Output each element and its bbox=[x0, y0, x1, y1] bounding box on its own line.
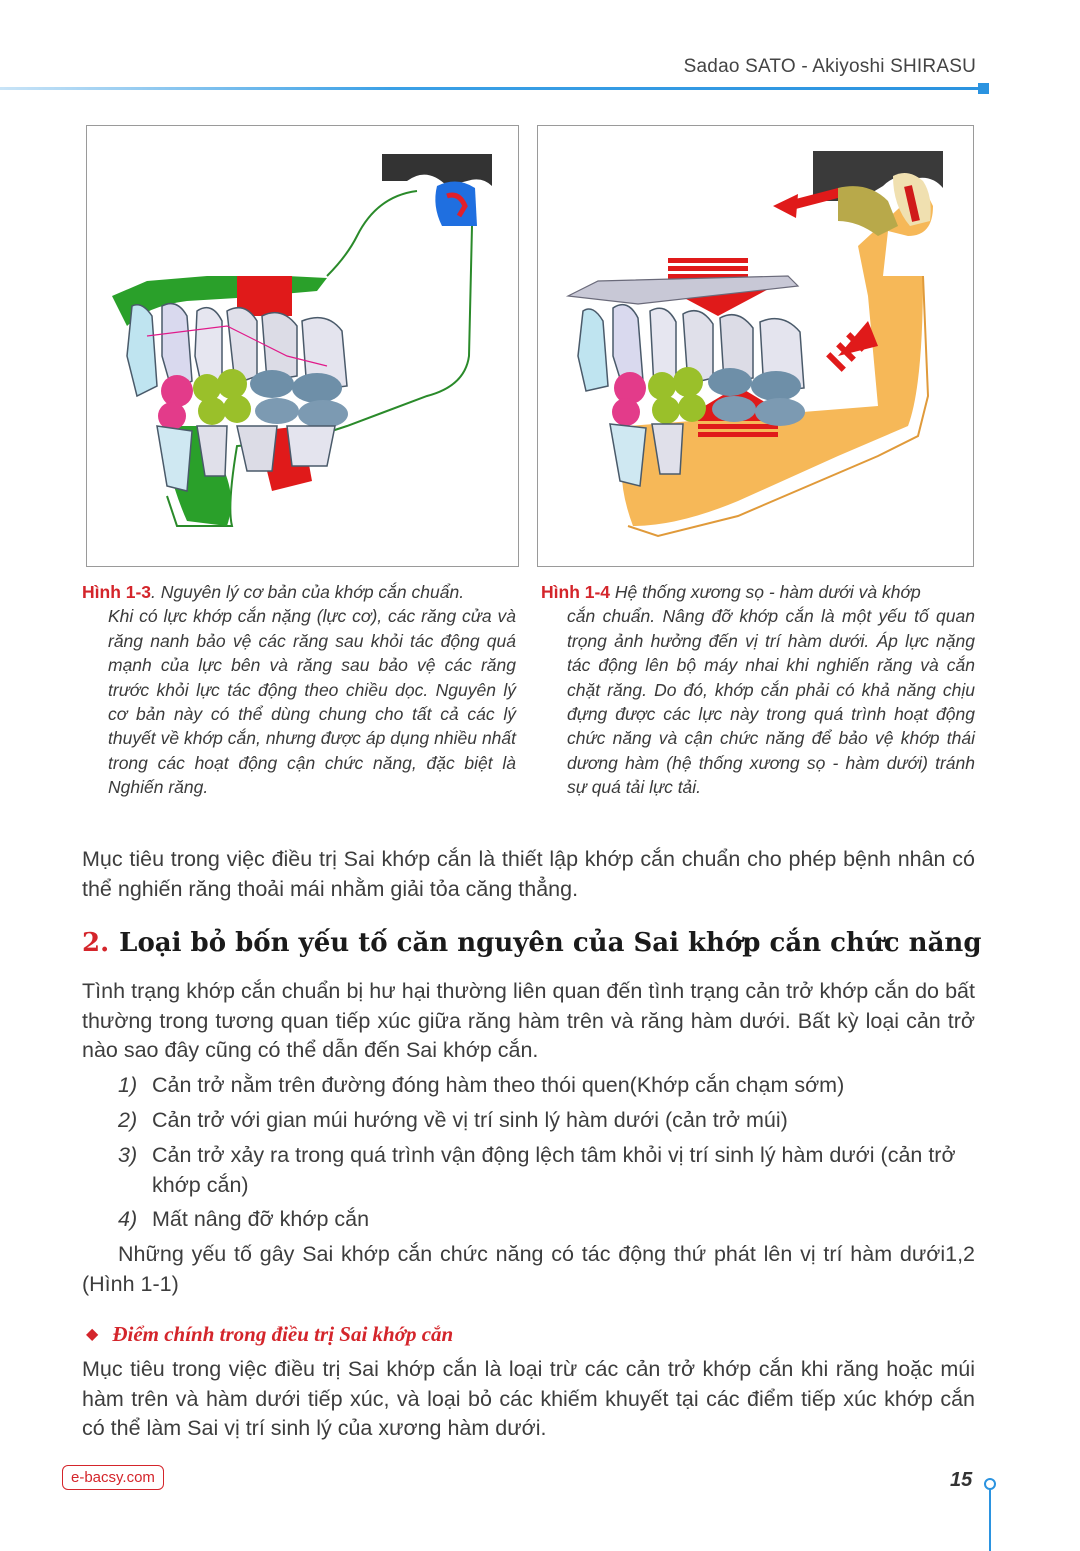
caption-label: Hình 1-4 bbox=[541, 582, 611, 602]
list-number: 1) bbox=[118, 1073, 138, 1097]
key-point-title: Điểm chính trong điều trị Sai khớp cắn bbox=[112, 1322, 454, 1346]
section-paragraph: Tình trạng khớp cắn chuẩn bị hư hại thường liên quan đến tình trạng cản trở khớp cắn do bất thường trong tương quan tiếp xúc giữa răng hàm trên và răng hàm dưới. Bất kỳ loại cản trở nào sao đây cũng có thể dẫn đến Sai khớp cắn. bbox=[82, 979, 975, 1062]
key-point-paragraph: Mục tiêu trong việc điều trị Sai khớp cắn là loại trừ các cản trở khớp cắn khi răng hoặc múi hàm trên và hàm dưới tiếp xúc, và loại bỏ các khiếm khuyết tại các điểm tiếp xúc khớp cắn có thể làm Sai vị trí sinh lý của xương hàm dưới. bbox=[82, 1357, 975, 1440]
key-point-heading bbox=[86, 1322, 453, 1347]
section-number: 2. bbox=[82, 928, 110, 958]
figure-1-4 bbox=[537, 125, 974, 567]
caption-figure-1-3 bbox=[82, 580, 516, 800]
page-number: 15 bbox=[950, 1469, 973, 1491]
section-heading bbox=[82, 928, 982, 958]
section-closing: Những yếu tố gây Sai khớp cắn chức năng có tác động thứ phát lên vị trí hàm dưới1,2 (Hình 1-1) bbox=[82, 1242, 975, 1296]
list-text: Cản trở xảy ra trong quá trình vận động lệch tâm khỏi vị trí sinh lý hàm dưới (cản trở khớp cắn) bbox=[152, 1143, 956, 1197]
list-text: Cản trở với gian múi hướng về vị trí sinh lý hàm dưới (cản trở múi) bbox=[152, 1108, 788, 1132]
list-number: 2) bbox=[118, 1108, 138, 1132]
site-badge[interactable]: e-bacsy.com bbox=[62, 1465, 164, 1490]
figure-1-3-illustration bbox=[87, 126, 518, 566]
caption-first-line: Hệ thống xương sọ - hàm dưới và khớp bbox=[610, 582, 921, 602]
caption-first-line: . Nguyên lý cơ bản của khớp cắn chuẩn. bbox=[151, 582, 465, 602]
caption-label: Hình 1-3 bbox=[82, 582, 152, 602]
diamond-icon: ◆ bbox=[86, 1326, 99, 1343]
list-item bbox=[118, 1106, 975, 1136]
list-item bbox=[118, 1141, 975, 1200]
caption-figure-1-4 bbox=[541, 580, 975, 800]
list-item bbox=[118, 1205, 975, 1235]
list-text: Cản trở nằm trên đường đóng hàm theo thói quen(Khớp cắn chạm sớm) bbox=[152, 1073, 845, 1097]
caption-body: Khi có lực khớp cắn nặng (lực cơ), các răng cửa và răng nanh bảo vệ các răng sau khỏi tác động quá mạnh của lực bên và răng sau bảo vệ các răng trước khỏi lực tác động theo chiều dọc. Nguyên lý cơ bản này có thể dùng chung cho tất cả các lý thuyết về khớp cắn, nhưng được áp dụng nhiều nhất trong các hoạt động cận chức năng, đặc biệt là Nghiến răng. bbox=[108, 606, 516, 798]
figure-1-3 bbox=[86, 125, 519, 567]
section-title: Loại bỏ bốn yếu tố căn nguyên của Sai khớp cắn chức năng bbox=[119, 928, 982, 958]
list-number: 4) bbox=[118, 1207, 138, 1231]
intro-paragraph: Mục tiêu trong việc điều trị Sai khớp cắn là thiết lập khớp cắn chuẩn cho phép bệnh nhân có thể nghiến răng thoải mái nhằm giải tỏa căng thẳng. bbox=[82, 847, 975, 901]
header-rule bbox=[0, 87, 980, 90]
header-square bbox=[978, 83, 989, 94]
list-item bbox=[118, 1071, 975, 1101]
list-text: Mất nâng đỡ khớp cắn bbox=[152, 1207, 370, 1231]
list-number: 3) bbox=[118, 1143, 138, 1167]
figure-1-4-illustration bbox=[538, 126, 973, 566]
page-line bbox=[989, 1488, 991, 1551]
header-author: Sadao SATO - Akiyoshi SHIRASU bbox=[683, 56, 976, 77]
page-dot bbox=[984, 1478, 996, 1490]
caption-body: cắn chuẩn. Nâng đỡ khớp cắn là một yếu tố quan trọng ảnh hưởng đến vị trí hàm dưới. Áp lực nặng tác động lên bộ máy nhai khi nghiến răng và cắn chặt răng. Do đó, khớp cắn phải có khả năng chịu đựng được các lực này trong quá trình hoạt động chức năng và cận chức năng để bảo vệ khớp thái dương hàm (hệ thống xương sọ - hàm dưới) tránh sự quá tải lực tải. bbox=[567, 606, 975, 798]
